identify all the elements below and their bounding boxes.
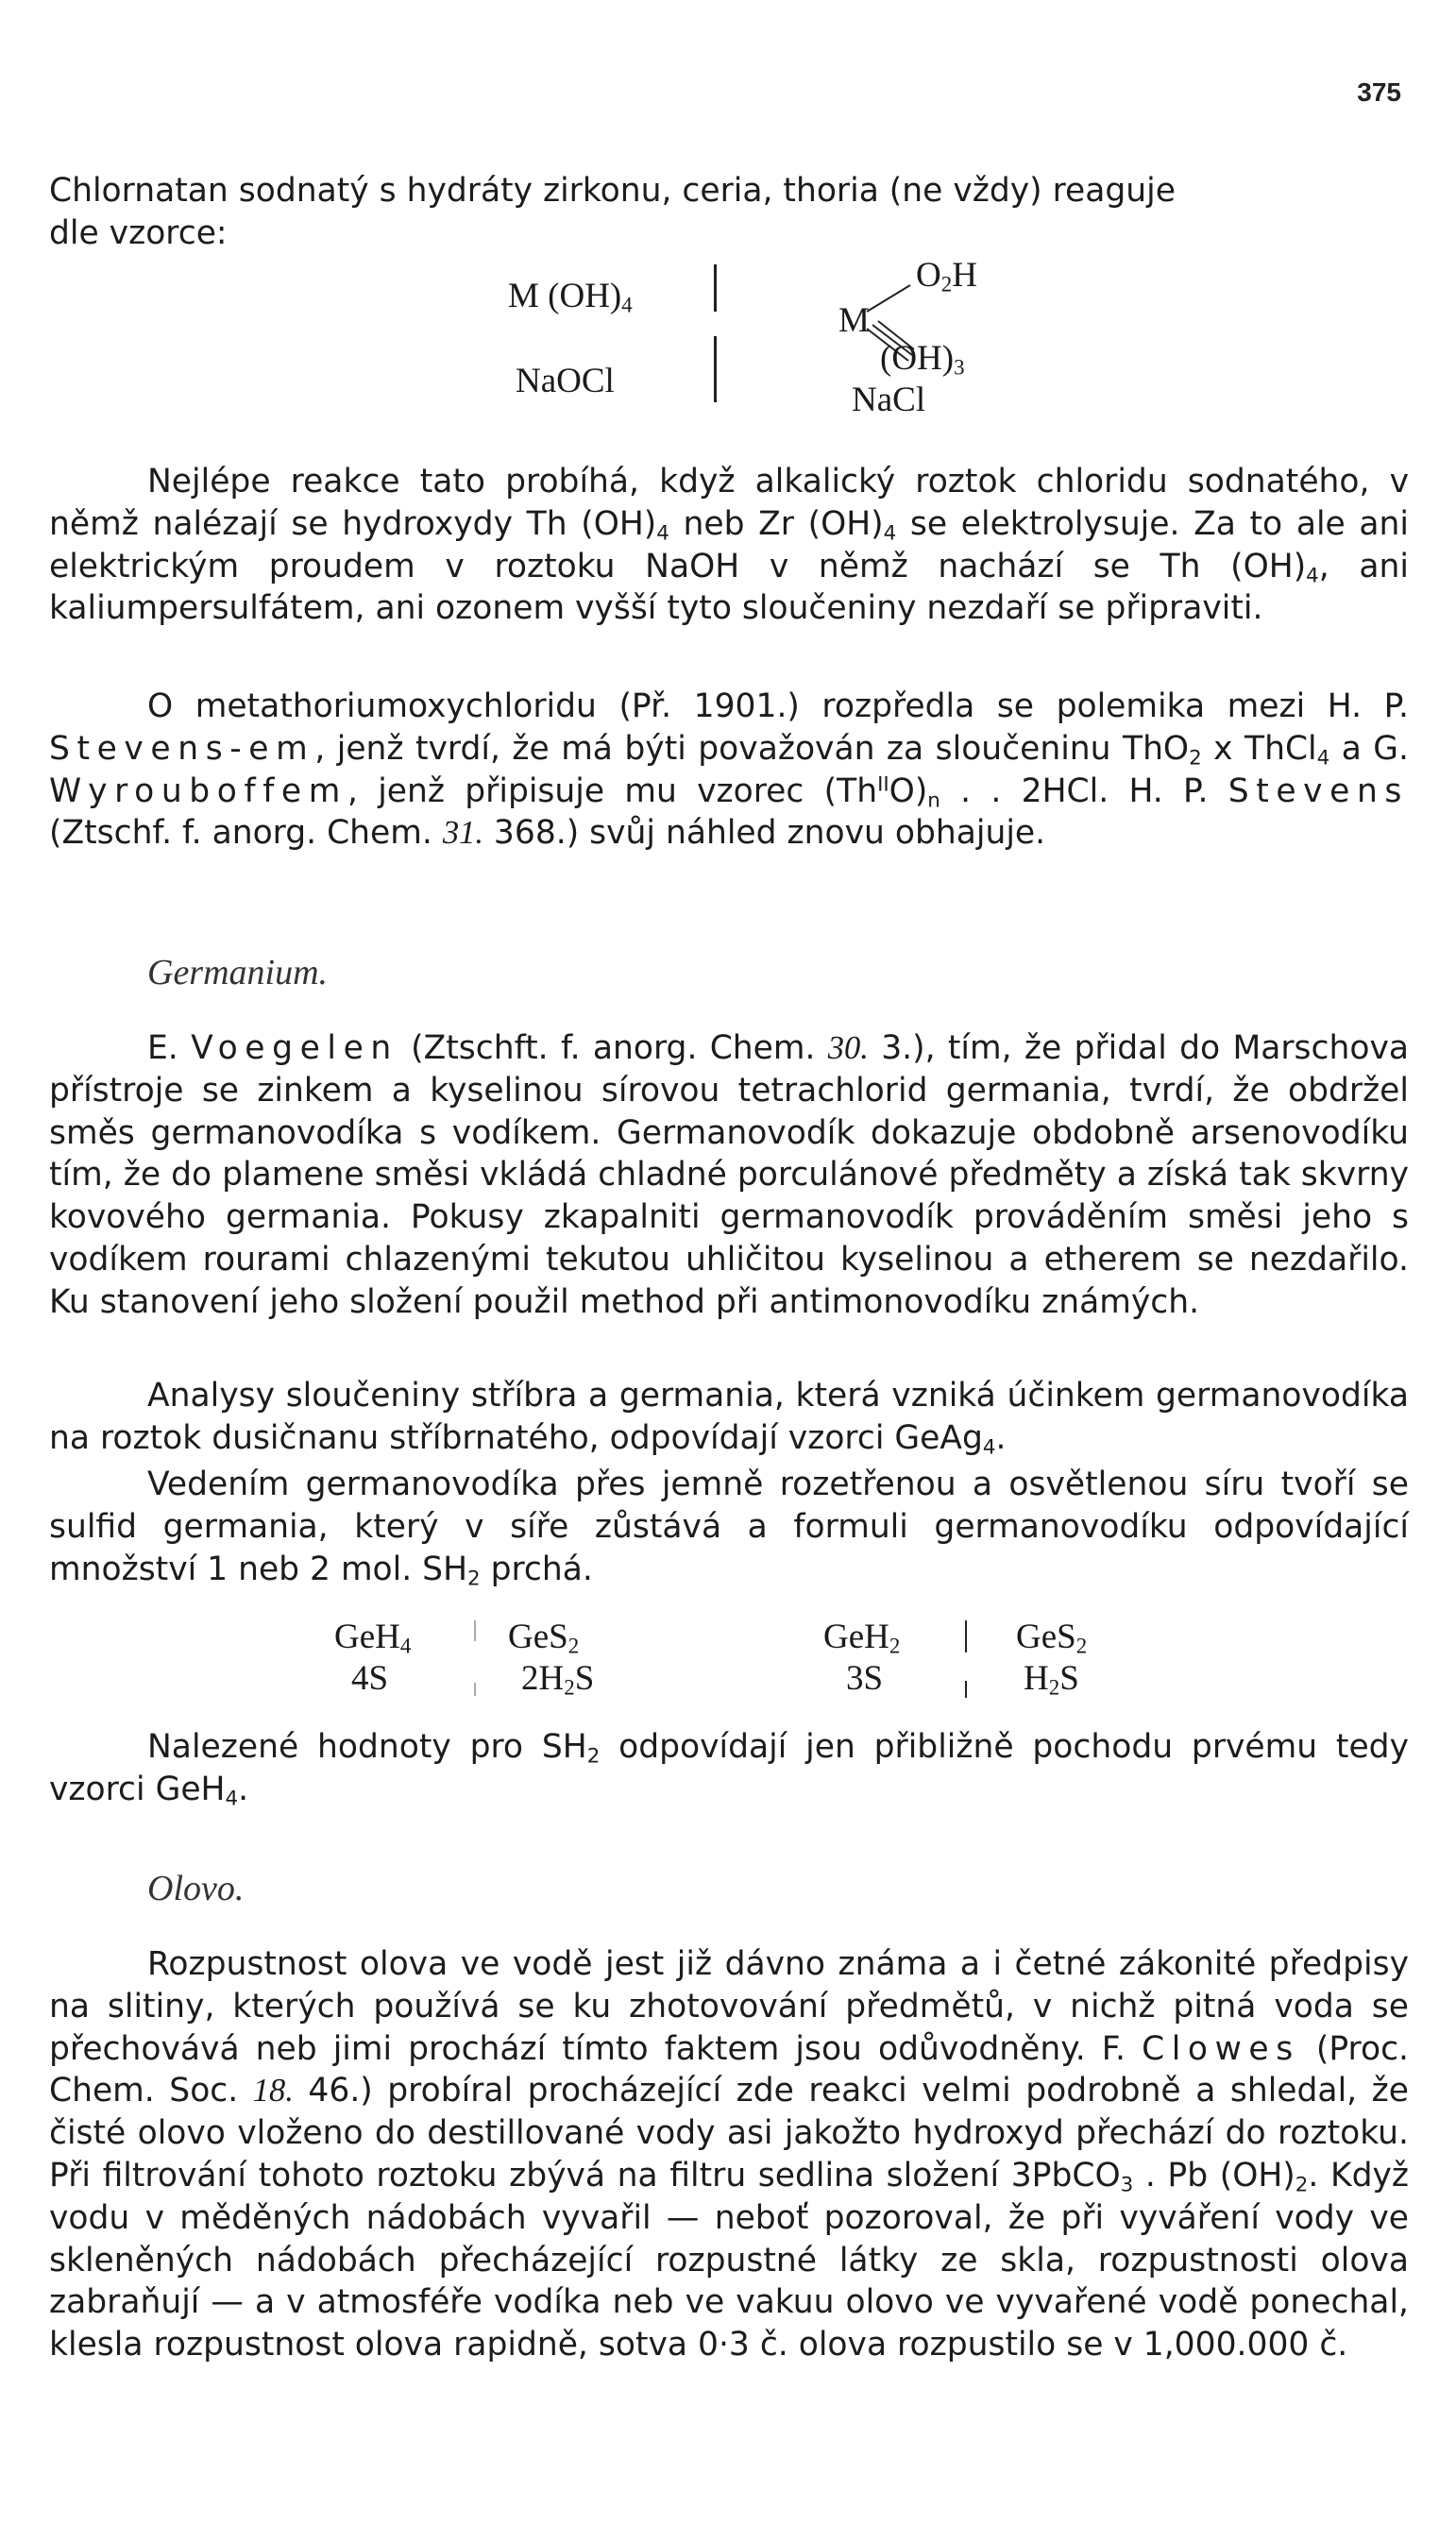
paragraph-silver: Analysy sloučeniny stříbra a germania, která vzniká účinkem germanovodíka na roztok dusičnanu stříbrnatého, odpovídají vzorci GeAg$_4$.: [49, 1377, 1409, 1460]
formula-3s: 3S: [846, 1659, 884, 1698]
paragraph-intro: [49, 170, 1409, 255]
reaction-divider: [714, 336, 717, 402]
formula-geh4: GeH$_4$: [334, 1618, 412, 1658]
formula-geh2: GeH$_2$: [823, 1618, 901, 1658]
paragraph-sulfide: Vedením germanovodíka přes jemně rozetřenou a osvětlenou síru tvoří se sulfid germania, který v síře zůstává a formuli germanovodíku odpovídající množství 1 neb 2 mol. $SH_2$ prchá.: [49, 1466, 1409, 1590]
page-number: 375: [1357, 77, 1401, 107]
author-voegelen: Voegelen: [191, 1029, 398, 1067]
paragraph-lead-solubility: Rozpustnost olova ve vodě jest již dávno známa a i četné zákonité předpisy na slitiny, kterých používá se ku zhotovování předmětů, v nichž pitná voda se přechovává neb jimi prochází tímto faktem jsou odůvodněny. F. Clowes (Proc. Chem. Soc. 18. 46.) probíral procházející zde reakci velmi podrobně a shledal, že čisté olovo vloženo do destillované vody asi jakožto hydroxyd přechází do roztoku. Při filtrování tohoto roztoku zbývá na filtru sedlina složení 3PbCO$_3$ . Pb $(OH)_2$. Když vodu v měděných nádobách vyvařil — neboť pozoroval, že při vyváření vody ve skleněných nádobách přecházející rozpustné látky ze skla, rozpustnosti olova zabraňují — a v atmosféře vodíka neb ve vakuu olovo ve vyvařené vodě ponechal, klesla rozpustnost olova rapidně, sotva 0·3 č. olova rozpustilo se v 1,000.000 č.: [49, 1945, 1410, 2364]
author-wyrouboff: Wyrouboffem: [49, 771, 347, 810]
author-stevens-2: Stevens: [1227, 771, 1409, 810]
formula-ges2: GeS$_2$: [508, 1618, 580, 1658]
intro-line-2: dle vzorce:: [49, 213, 228, 252]
reaction-divider: [965, 1620, 967, 1652]
reaction-divider: [474, 1620, 476, 1641]
intro-line-1: Chlornatan sodnatý s hydráty zirkonu, ceria, thoria (ne vždy) reaguje: [49, 172, 1176, 210]
formula-oh3: $(OH)_3$: [880, 339, 965, 380]
paragraph-metathorium: O metathoriumoxychloridu (Př. 1901.) rozpředla se polemika mezi H. P. Stevens-em, jenž tvrdí, že má býti považován za sloučeninu ThO$_2$ x ThCl$_4$ a G. Wyrouboffem, jenž připisuje mu vzorec $(Th^{II}O)_n$ . . 2HCl. H. P. Stevens (Ztschf. f. anorg. Chem. 31. 368.) svůj náhled znovu obhajuje.: [49, 687, 1409, 853]
formula-m: M: [838, 301, 870, 340]
formula-o2h: $O_2H$: [916, 256, 977, 297]
paragraph-values: Nalezené hodnoty pro $SH_2$ odpovídají jen přibližně pochodu prvému tedy vzorci GeH$_4$.: [49, 1728, 1409, 1811]
section-heading-germanium: Germanium.: [147, 953, 329, 992]
formula-m-oh4: M $(OH)_4$: [508, 277, 633, 317]
formula-4s: 4S: [351, 1659, 389, 1698]
author-clowes: Clowes: [1142, 2029, 1300, 2068]
reaction-divider: [474, 1683, 476, 1696]
formula-h2s: $H_2S$: [1024, 1659, 1079, 1700]
section-heading-olovo: Olovo.: [147, 1869, 245, 1908]
formula-2h2s: $2H_2S$: [521, 1659, 595, 1700]
author-stevens: Stevens-em: [49, 729, 315, 768]
reaction-divider: [714, 264, 717, 312]
paragraph-germanovodik: E. Voegelen (Ztschft. f. anorg. Chem. 30. 3.), tím, že přidal do Marschova přístroje se zinkem a kyselinou sírovou tetrachlorid germania, tvrdí, že obdržel směs germanovodíka s vodíkem. Germanovodík dokazuje obdobně arsenovodíku tím, že do plamene směsi vkládá chladné porculánové předměty a získá tak skvrny kovového germania. Pokusy zkapalniti germanovodík prováděním směsi jeho s vodíkem rourami chlazenými tekutou uhličitou kyselinou a etherem se nezdařilo. Ku stanovení jeho složení použil method při antimonovodíku známých.: [49, 1029, 1410, 1321]
paragraph-electrolysis: Nejlépe reakce tato probíhá, když alkalický roztok chloridu sodnatého, v němž nalézají se hydroxydy Th $(OH)_4$ neb Zr $(OH)_4$ se elektrolysuje. Za to ale ani elektrickým proudem v roztoku NaOH v němž nachází se Th $(OH)_4$, ani kaliumpersulfátem, ani ozonem vyšší tyto sloučeniny nezdaří se připraviti.: [49, 463, 1410, 628]
formula-naocl: NaOCl: [516, 362, 615, 400]
formula-ges2-b: GeS$_2$: [1016, 1618, 1088, 1658]
formula-nacl: NaCl: [852, 381, 926, 419]
reaction-divider: [965, 1681, 967, 1698]
